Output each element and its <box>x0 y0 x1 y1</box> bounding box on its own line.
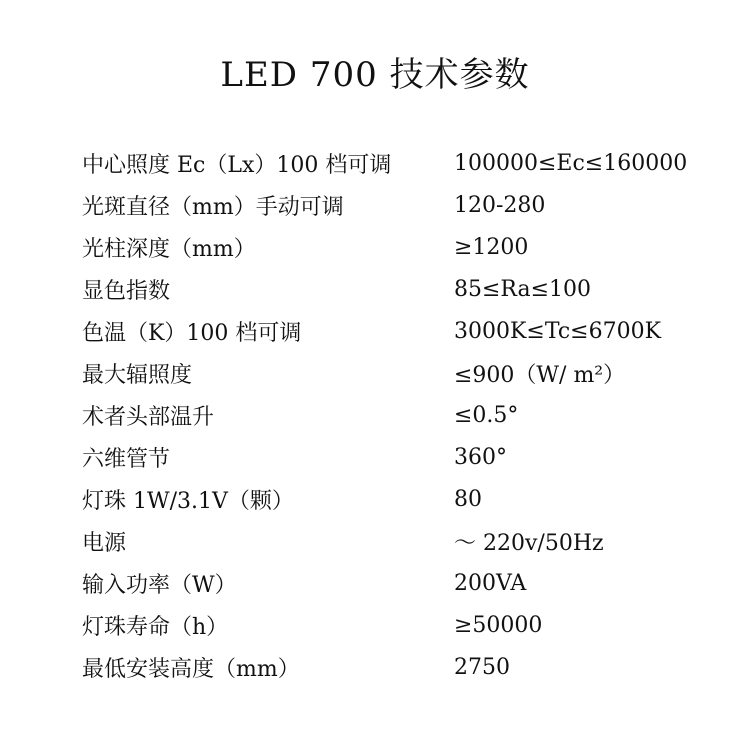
spec-label: 色温（K）100 档可调 <box>82 320 302 346</box>
spec-label: 术者头部温升 <box>82 404 215 430</box>
spec-row <box>82 478 702 520</box>
spec-value: 200VA <box>454 570 527 596</box>
spec-value: 100000≤Ec≤160000 <box>454 150 688 176</box>
spec-row <box>82 604 702 646</box>
spec-label: 显色指数 <box>82 278 171 304</box>
spec-label: 电源 <box>82 530 127 556</box>
page-title: LED 700 技术参数 <box>220 55 530 95</box>
spec-value: ≤0.5° <box>454 402 519 428</box>
spec-row <box>82 436 702 478</box>
spec-label: 灯珠寿命（h） <box>82 614 229 640</box>
spec-row <box>82 520 702 562</box>
spec-label: 最大辐照度 <box>82 362 193 388</box>
spec-value: 3000K≤Tc≤6700K <box>454 318 662 344</box>
spec-row <box>82 394 702 436</box>
spec-value: ～ 220v/50Hz <box>454 530 604 556</box>
spec-row <box>82 310 702 352</box>
spec-value: 360° <box>454 444 507 470</box>
spec-row <box>82 268 702 310</box>
spec-label: 灯珠 1W/3.1V（颗） <box>82 488 294 514</box>
spec-value: ≥1200 <box>454 234 529 260</box>
spec-row <box>82 226 702 268</box>
spec-label: 输入功率（W） <box>82 572 237 598</box>
spec-row <box>82 142 702 184</box>
spec-label: 六维管节 <box>82 446 171 472</box>
spec-value: 2750 <box>454 654 510 680</box>
spec-value: 80 <box>454 486 482 512</box>
spec-row <box>82 646 702 688</box>
spec-table <box>82 142 702 688</box>
spec-label: 光斑直径（mm）手动可调 <box>82 194 344 220</box>
spec-value: ≤900（W/ m²） <box>454 362 626 388</box>
spec-row <box>82 562 702 604</box>
spec-label: 中心照度 Ec（Lx）100 档可调 <box>82 152 392 178</box>
spec-value: 85≤Ra≤100 <box>454 276 592 302</box>
spec-value: 120-280 <box>454 192 546 218</box>
spec-label: 最低安装高度（mm） <box>82 656 300 682</box>
spec-value: ≥50000 <box>454 612 543 638</box>
spec-label: 光柱深度（mm） <box>82 236 256 262</box>
spec-row <box>82 184 702 226</box>
spec-row <box>82 352 702 394</box>
